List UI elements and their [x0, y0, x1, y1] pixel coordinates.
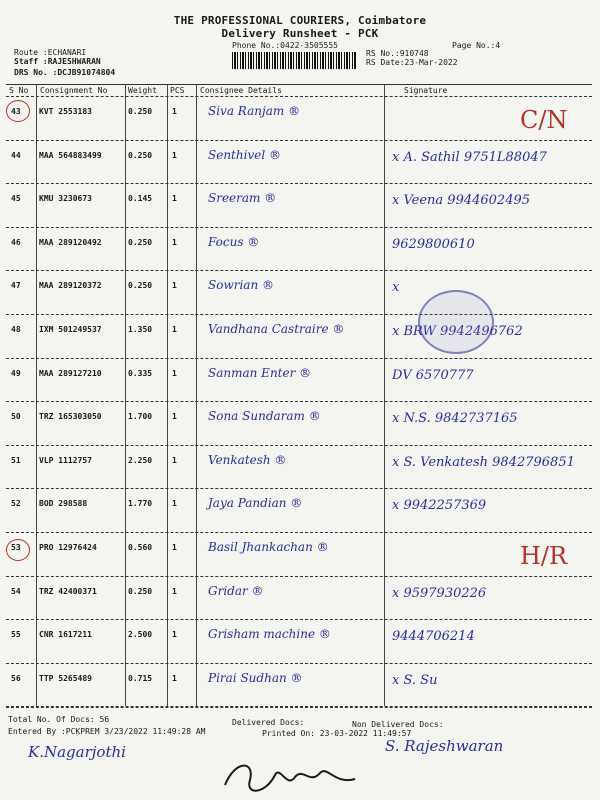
page-number: Page No.:4: [452, 41, 501, 50]
row-weight: 0.335: [128, 368, 153, 378]
row-sno: 44: [11, 150, 21, 160]
row-signature: x 9942257369: [392, 498, 487, 514]
row-pcs: 1: [172, 412, 177, 422]
row-divider: [6, 488, 592, 489]
row-consignment: CNR 1617211: [39, 630, 92, 640]
row-sno: 47: [11, 281, 21, 291]
row-weight: 2.250: [128, 455, 153, 465]
header-rule: [6, 96, 592, 97]
footer-rule: [6, 707, 592, 708]
company-name: THE PROFESSIONAL COURIERS, Coimbatore: [173, 14, 427, 27]
row-weight: 1.700: [128, 412, 153, 422]
col-rule: [125, 84, 126, 706]
row-pcs: 1: [172, 368, 177, 378]
staff: Staff :RAJESHWARAN: [14, 57, 101, 66]
row-consignee: Vandhana Castraire ®: [208, 322, 345, 336]
col-header-consignee: Consignee Details: [200, 86, 282, 95]
col-rule: [196, 84, 197, 706]
red-circle-mark: [6, 539, 30, 561]
row-sno: 56: [11, 673, 21, 683]
row-signature: x S. Su: [392, 672, 438, 688]
row-weight: 0.250: [128, 281, 153, 291]
row-weight: 1.770: [128, 499, 153, 509]
row-divider: [6, 619, 592, 620]
row-weight: 0.715: [128, 673, 153, 683]
row-pcs: 1: [172, 455, 177, 465]
row-signature: x S. Venkatesh 9842796851: [392, 454, 575, 470]
delivered-docs: Delivered Docs:: [232, 718, 305, 727]
phone-number: Phone No.:0422-3505555: [232, 41, 338, 50]
row-divider: [6, 314, 592, 315]
non-delivered-docs: Non Delivered Docs:: [352, 720, 444, 729]
handwritten-signature-scribble: [215, 755, 365, 797]
row-weight: 2.500: [128, 630, 153, 640]
row-signature: C/N: [520, 106, 568, 134]
delivery-stamp: [418, 290, 494, 354]
row-pcs: 1: [172, 194, 177, 204]
row-sno: 55: [11, 630, 21, 640]
row-signature: x A. Sathil 9751L88047: [392, 149, 547, 165]
row-consignment: BOD 298588: [39, 499, 88, 509]
row-pcs: 1: [172, 281, 177, 291]
row-signature: 9444706214: [392, 629, 475, 645]
row-signature: 9629800610: [392, 236, 475, 252]
row-pcs: 1: [172, 630, 177, 640]
row-sno: 54: [11, 586, 21, 596]
rs-date: RS Date:23-Mar-2022: [366, 58, 458, 67]
row-sno: 43: [11, 107, 21, 116]
row-signature: H/R: [520, 542, 568, 570]
row-signature: x 9597930226: [392, 585, 487, 601]
row-consignee: Sowrian ®: [208, 278, 274, 293]
col-rule: [384, 84, 385, 706]
col-header-weight: Weight: [128, 86, 157, 95]
signature-left: K.Nagarjothi: [28, 743, 126, 761]
printed-on: Printed On: 23-03-2022 11:49:57: [262, 729, 412, 738]
row-signature: x N.S. 9842737165: [392, 411, 518, 427]
row-divider: [6, 532, 592, 533]
row-divider: [6, 576, 592, 577]
total-docs: Total No. Of Docs: 56: [8, 715, 110, 724]
row-consignee: Grisham machine ®: [208, 627, 331, 642]
row-consignee: Venkatesh ®: [208, 452, 287, 467]
row-divider: [6, 401, 592, 402]
row-sno: 50: [11, 412, 21, 422]
row-sno: 51: [11, 455, 21, 465]
drs-number: DRS No. :DCJB91074804: [14, 68, 116, 77]
table-top-rule: [6, 84, 592, 85]
signature-right: S. Rajeshwaran: [385, 737, 504, 755]
row-consignee: Sona Sundaram ®: [208, 409, 321, 424]
row-consignee: Sreeram ®: [208, 191, 277, 206]
row-pcs: 1: [172, 499, 177, 509]
row-consignment: MAA 289127210: [39, 368, 102, 378]
row-weight: 0.250: [128, 107, 153, 116]
row-pcs: 1: [172, 673, 177, 683]
row-consignment: MAA 564883499: [39, 150, 102, 160]
row-weight: 0.250: [128, 150, 153, 160]
row-pcs: 1: [172, 237, 177, 247]
row-consignment: TRZ 42400371: [39, 586, 97, 596]
row-divider: [6, 183, 592, 184]
row-divider: [6, 445, 592, 446]
row-consignment: TRZ 165303050: [39, 412, 102, 422]
row-sno: 49: [11, 368, 21, 378]
row-pcs: 1: [172, 543, 177, 552]
col-rule: [36, 84, 37, 706]
row-divider: [6, 270, 592, 271]
row-sno: 48: [11, 325, 21, 334]
row-weight: 0.145: [128, 194, 153, 204]
row-weight: 1.350: [128, 325, 153, 334]
col-header-sno: S No: [9, 86, 29, 95]
sheet-title: Delivery Runsheet - PCK: [221, 27, 379, 40]
col-header-consignment: Consignment No: [40, 86, 108, 95]
row-weight: 0.560: [128, 543, 153, 552]
red-circle-mark: [6, 100, 30, 122]
row-consignee: Senthivel ®: [208, 147, 281, 162]
barcode: [232, 52, 357, 69]
row-consignment: MAA 289120492: [39, 237, 102, 247]
row-consignment: KVT 2553183: [39, 107, 92, 116]
row-sno: 52: [11, 499, 21, 509]
row-sno: 45: [11, 194, 21, 204]
row-consignee: Basil Jhankachan ®: [208, 540, 329, 554]
row-sno: 46: [11, 237, 21, 247]
row-consignee: Sanman Enter ®: [208, 365, 312, 380]
row-pcs: 1: [172, 150, 177, 160]
row-signature: DV 6570777: [392, 367, 474, 383]
route: Route :ECHANARI: [14, 48, 87, 57]
row-weight: 0.250: [128, 237, 153, 247]
col-header-signature: Signature: [404, 86, 448, 95]
entered-by: Entered By :PCKPREM 3/23/2022 11:49:28 AM: [8, 727, 206, 736]
row-signature: x BRW 9942496762: [392, 324, 523, 339]
col-header-pcs: PCS: [170, 86, 185, 95]
row-consignee: Focus ®: [208, 234, 260, 249]
row-consignee: Gridar ®: [208, 583, 264, 598]
row-weight: 0.250: [128, 586, 153, 596]
row-consignment: IXM 501249537: [39, 325, 102, 334]
row-signature: x: [392, 280, 400, 296]
row-divider: [6, 358, 592, 359]
row-consignment: TTP 5265489: [39, 673, 92, 683]
row-consignment: PRO 12976424: [39, 543, 97, 552]
row-consignment: VLP 1112757: [39, 455, 92, 465]
row-consignee: Siva Ranjam ®: [208, 104, 301, 118]
row-signature: x Veena 9944602495: [392, 193, 531, 209]
row-consignment: MAA 289120372: [39, 281, 102, 291]
row-sno: 53: [11, 543, 21, 552]
row-consignee: Pirai Sudhan ®: [208, 670, 303, 685]
rs-number: RS No.:910748: [366, 49, 429, 58]
row-pcs: 1: [172, 325, 177, 334]
row-pcs: 1: [172, 107, 177, 116]
row-divider: [6, 140, 592, 141]
row-consignment: KMU 3230673: [39, 194, 92, 204]
row-divider: [6, 227, 592, 228]
col-rule: [167, 84, 168, 706]
row-consignee: Jaya Pandian ®: [208, 496, 303, 511]
row-divider: [6, 663, 592, 664]
row-pcs: 1: [172, 586, 177, 596]
